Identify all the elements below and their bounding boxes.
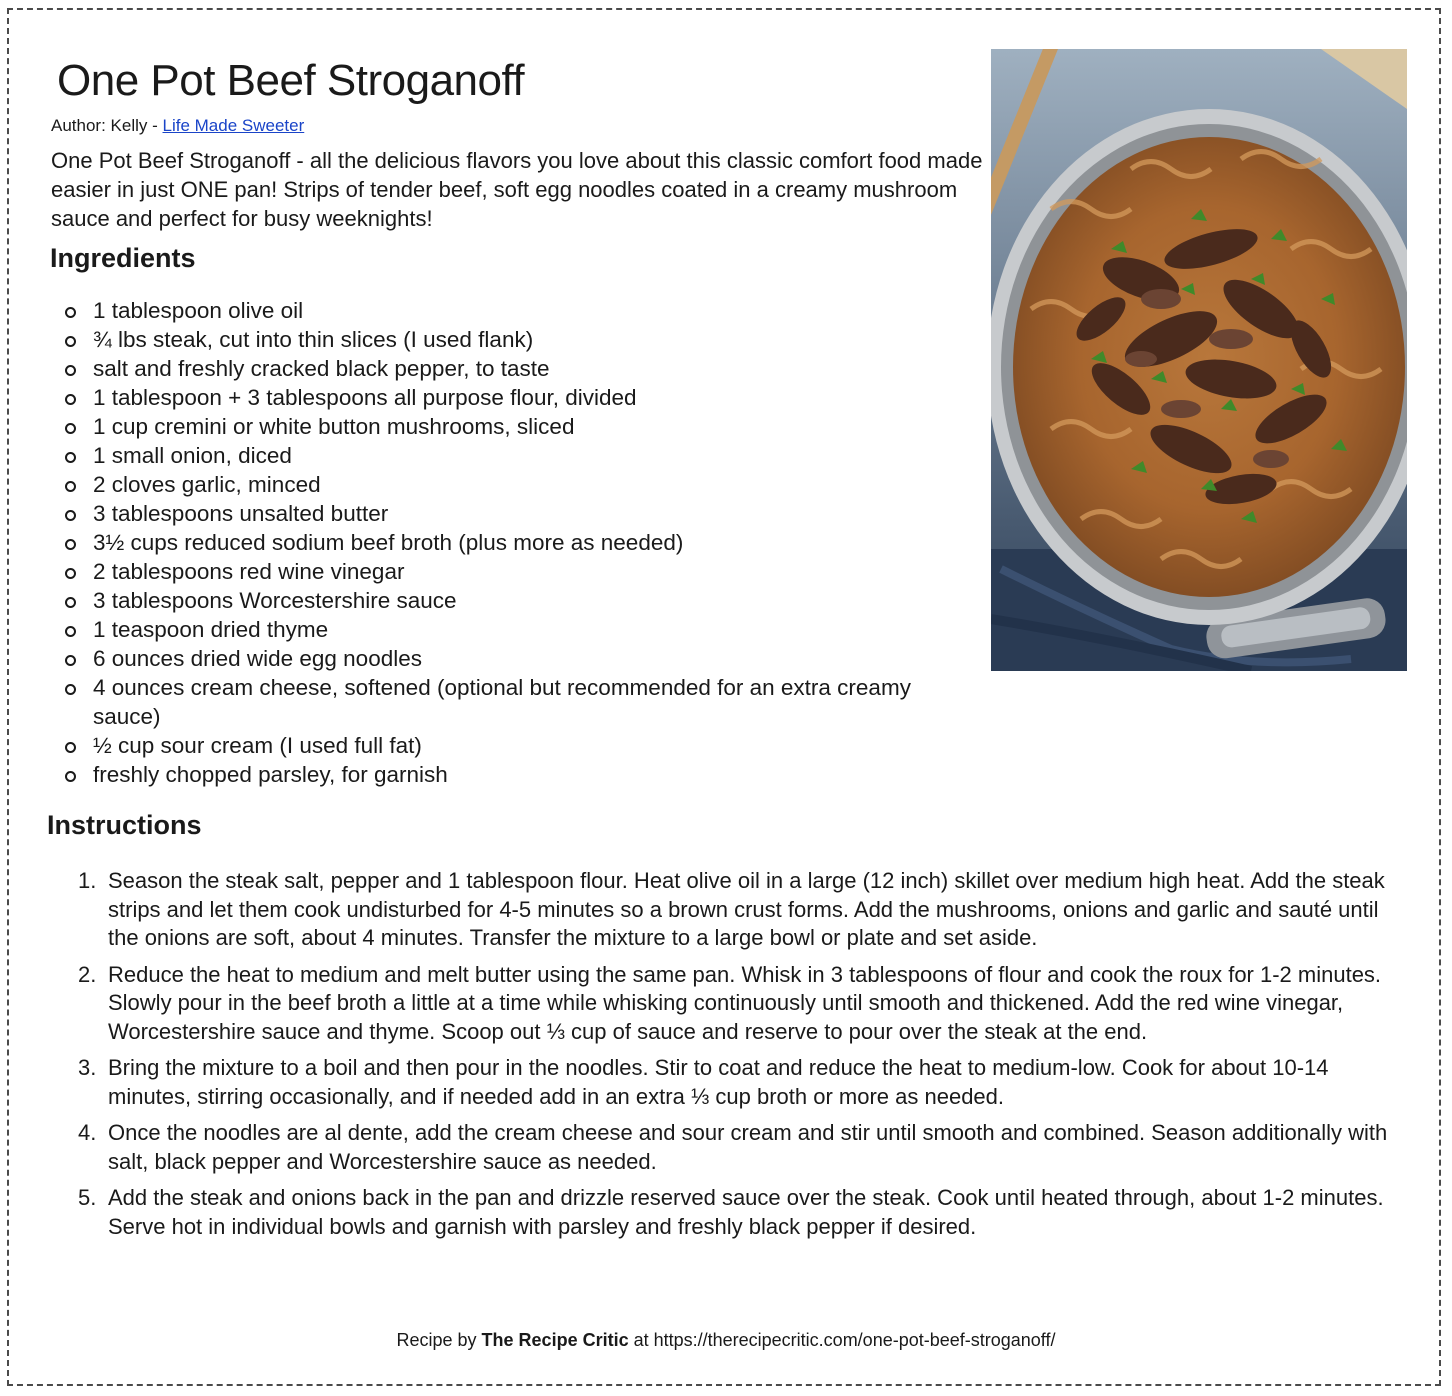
- circle-bullet-icon: [65, 684, 76, 695]
- ingredient-text: ¾ lbs steak, cut into thin slices (I used flank): [93, 327, 534, 352]
- ingredient-text: 1 small onion, diced: [93, 443, 292, 468]
- ingredient-text: 4 ounces cream cheese, softened (optional but recommended for an extra creamy sauce): [93, 675, 911, 729]
- recipe-credit: [0, 1330, 1452, 1351]
- step-number: 1.: [78, 868, 97, 893]
- circle-bullet-icon: [65, 568, 76, 579]
- ingredient-text: 2 cloves garlic, minced: [93, 472, 321, 497]
- stroganoff-photo: [991, 49, 1407, 671]
- author-prefix: Author: Kelly -: [51, 116, 163, 135]
- credit-site-name: The Recipe Critic: [481, 1330, 629, 1350]
- instruction-step: [78, 867, 1408, 953]
- circle-bullet-icon: [65, 539, 76, 550]
- instruction-step: [78, 1054, 1408, 1111]
- ingredient-text: 1 tablespoon olive oil: [93, 298, 304, 323]
- circle-bullet-icon: [65, 742, 76, 753]
- ingredient-item: [62, 499, 922, 528]
- ingredient-item: [62, 296, 922, 325]
- ingredient-item: [62, 383, 922, 412]
- ingredient-text: 1 teaspoon dried thyme: [93, 617, 329, 642]
- circle-bullet-icon: [65, 365, 76, 376]
- ingredient-item: [62, 354, 922, 383]
- ingredients-heading: Ingredients: [50, 243, 196, 273]
- ingredient-text: 3 tablespoons unsalted butter: [93, 501, 389, 526]
- step-text: Once the noodles are al dente, add the cream cheese and sour cream and stir until smooth and combined. Season additionally with salt, black pepper and Worcestershire sauce as needed.: [108, 1120, 1388, 1174]
- circle-bullet-icon: [65, 510, 76, 521]
- instructions-list: [78, 867, 1408, 1249]
- ingredient-item: [62, 412, 922, 441]
- circle-bullet-icon: [65, 655, 76, 666]
- circle-bullet-icon: [65, 423, 76, 434]
- ingredient-item: [62, 673, 922, 731]
- instruction-step: [78, 961, 1408, 1047]
- ingredient-item: [62, 557, 922, 586]
- ingredients-list: [62, 296, 922, 789]
- instruction-step: [78, 1184, 1408, 1241]
- step-text: Bring the mixture to a boil and then pour in the noodles. Stir to coat and reduce the heat to medium-low. Cook for about 10-14 minutes, stirring occasionally, and if needed add in an extra ⅓ cup broth or more as needed.: [108, 1055, 1329, 1109]
- step-number: 5.: [78, 1185, 97, 1210]
- circle-bullet-icon: [65, 336, 76, 347]
- credit-middle: at: [628, 1330, 654, 1350]
- ingredient-item: [62, 644, 922, 673]
- ingredient-text: 1 cup cremini or white button mushrooms, sliced: [93, 414, 575, 439]
- step-number: 2.: [78, 961, 97, 987]
- ingredient-text: 3 tablespoons Worcestershire sauce: [93, 588, 457, 613]
- instruction-step: [78, 1119, 1408, 1176]
- ingredient-text: 3½ cups reduced sodium beef broth (plus more as needed): [93, 530, 684, 555]
- ingredient-item: [62, 586, 922, 615]
- ingredient-item: [62, 470, 922, 499]
- ingredient-text: salt and freshly cracked black pepper, to taste: [93, 356, 550, 381]
- circle-bullet-icon: [65, 597, 76, 608]
- ingredient-text: 2 tablespoons red wine vinegar: [93, 559, 405, 584]
- circle-bullet-icon: [65, 771, 76, 782]
- step-number: 3.: [78, 1055, 97, 1080]
- circle-bullet-icon: [65, 481, 76, 492]
- step-text: Add the steak and onions back in the pan and drizzle reserved sauce over the steak. Cook until heated through, about 1-2 minutes. Serve hot in individual bowls and garnish with parsley and freshly black pepper if desired.: [108, 1185, 1384, 1239]
- author-link[interactable]: Life Made Sweeter: [162, 116, 305, 135]
- ingredient-text: 6 ounces dried wide egg noodles: [93, 646, 422, 671]
- ingredient-item: [62, 441, 922, 470]
- ingredient-item: [62, 528, 922, 557]
- instructions-heading: Instructions: [47, 810, 202, 840]
- author-line: [51, 116, 304, 136]
- ingredient-text: freshly chopped parsley, for garnish: [93, 762, 448, 787]
- ingredient-text: ½ cup sour cream (I used full fat): [93, 733, 422, 758]
- ingredient-item: [62, 325, 922, 354]
- recipe-title: One Pot Beef Stroganoff: [57, 56, 525, 105]
- recipe-summary: One Pot Beef Stroganoff - all the delicious flavors you love about this classic comfort food made easier in just ONE pan! Strips of tender beef, soft egg noodles coated in a creamy mushroom sauce and perfect for busy weeknights!: [51, 148, 983, 231]
- circle-bullet-icon: [65, 452, 76, 463]
- ingredient-item: [62, 731, 922, 760]
- circle-bullet-icon: [65, 394, 76, 405]
- stroganoff-photo-svg: [991, 49, 1407, 671]
- credit-prefix: Recipe by: [396, 1330, 482, 1350]
- step-text: Reduce the heat to medium and melt butter using the same pan. Whisk in 3 tablespoons of flour and cook the roux for 1-2 minutes. Slowly pour in the beef broth a little at a time while whisking continuously until smooth and thickened. Add the red wine vinegar, Worcestershire sauce and thyme. Scoop out ⅓ cup of sauce and reserve to pour over the steak at the end.: [108, 961, 1382, 1044]
- circle-bullet-icon: [65, 307, 76, 318]
- ingredient-item: [62, 615, 922, 644]
- circle-bullet-icon: [65, 626, 76, 637]
- credit-url: https://therecipecritic.com/one-pot-beef-stroganoff/: [653, 1330, 1056, 1350]
- ingredient-text: 1 tablespoon + 3 tablespoons all purpose flour, divided: [93, 385, 637, 410]
- step-number: 4.: [78, 1120, 97, 1145]
- step-text: Season the steak salt, pepper and 1 tablespoon flour. Heat olive oil in a large (12 inch) skillet over medium high heat. Add the steak strips and let them cook undisturbed for 4-5 minutes so a brown crust forms. Add the mushrooms, onions and garlic and sauté until the onions are soft, about 4 minutes. Transfer the mixture to a large bowl or plate and set aside.: [108, 868, 1385, 950]
- ingredient-item: [62, 760, 922, 789]
